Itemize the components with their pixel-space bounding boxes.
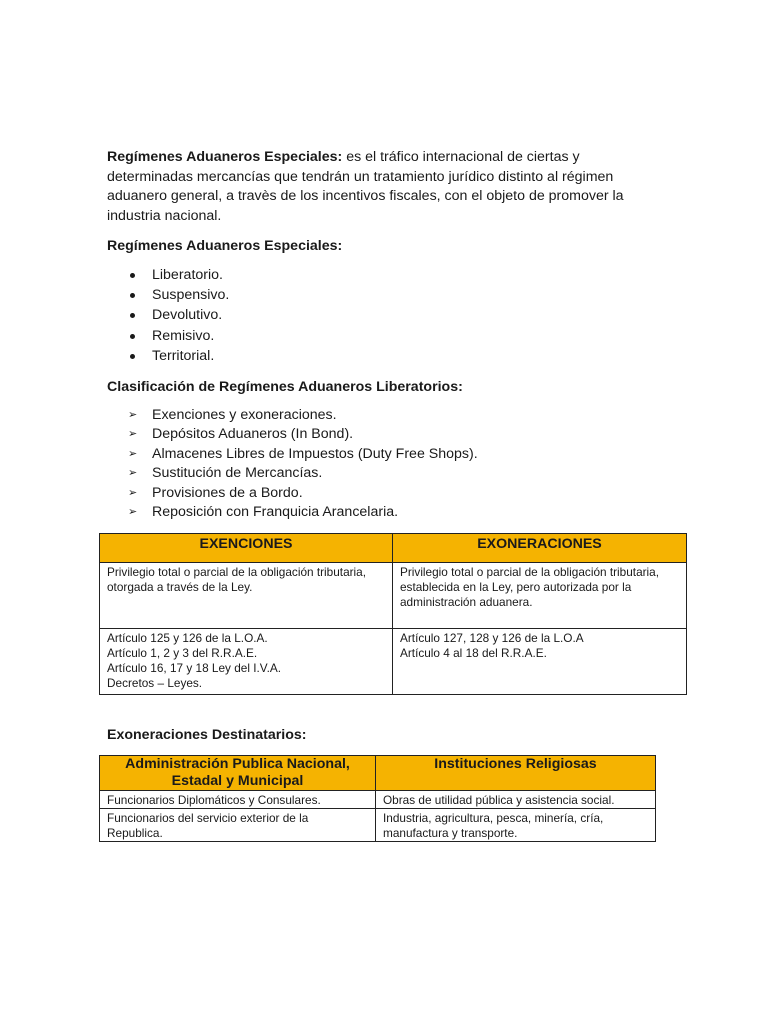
list-item <box>128 346 229 366</box>
header-text: Instituciones Religiosas <box>434 756 597 772</box>
cell-text: Artículo 127, 128 y 126 de la L.O.A <box>400 631 584 645</box>
list-item-text: Suspensivo. <box>152 287 230 304</box>
table-row <box>100 563 687 629</box>
arrow-bullet-icon: ➢ <box>128 447 138 460</box>
arrow-bullet-icon: ➢ <box>128 467 138 480</box>
destinatarios-table <box>99 755 656 842</box>
table-cell <box>393 629 687 695</box>
intro-paragraph <box>107 148 667 226</box>
list-item <box>128 406 478 425</box>
destinatarios-heading: Exoneraciones Destinatarios: <box>107 727 307 743</box>
cell-text: Artículo 16, 17 y 18 Ley del I.V.A. <box>107 661 282 675</box>
list-item <box>128 445 478 464</box>
cell-text: Obras de utilidad pública y asistencia social. <box>383 793 615 807</box>
list-item-text: Liberatorio. <box>152 267 223 283</box>
table-header-cell <box>100 756 376 791</box>
classification-heading: Clasificación de Regímenes Aduaneros Liberatorios: <box>107 379 463 395</box>
list-item-text: Sustitución de Mercancías. <box>152 465 323 482</box>
cell-text: Funcionarios Diplomáticos y Consulares. <box>107 793 321 807</box>
cell-text: establecida en la Ley, pero autorizada por la <box>400 580 632 594</box>
list-item <box>128 503 478 522</box>
table-header-row <box>100 534 687 563</box>
arrow-bullet-icon: ➢ <box>128 409 138 421</box>
table-header-cell <box>376 756 656 791</box>
list-item-text: Reposición con Franquicia Arancelaria. <box>152 503 399 520</box>
table-row <box>100 629 687 695</box>
table-cell <box>376 809 656 842</box>
arrow-bullet-icon: ➢ <box>128 505 138 518</box>
cell-text: Decretos – Leyes. <box>107 676 203 690</box>
list-item <box>128 305 229 325</box>
list-item-text: Depósitos Aduaneros (In Bond). <box>152 426 354 443</box>
intro-definition: es el tráfico internacional de ciertas y determinadas mercancías que tendrán un tratamiento jurídico distinto al régimen aduanero general, a travès de los incentivos fiscales, con el objeto de promover la industria nacional. <box>107 149 624 224</box>
table-cell <box>393 563 687 629</box>
classification-list <box>128 406 478 522</box>
table-cell <box>376 791 656 809</box>
cell-text: Privilegio total o parcial de la obligación tributaria, <box>400 565 660 579</box>
header-text: Estadal y Municipal <box>171 773 304 789</box>
regimes-list <box>128 265 229 366</box>
list-item-text: Devolutivo. <box>152 307 223 324</box>
table-cell <box>100 563 393 629</box>
table-header-cell: EXENCIONES <box>100 534 393 563</box>
list-item <box>128 326 229 346</box>
cell-text: administración aduanera. <box>400 595 533 609</box>
regimes-heading: Regímenes Aduaneros Especiales: <box>107 238 343 254</box>
table-cell <box>100 809 376 842</box>
list-item-text: Territorial. <box>152 347 215 364</box>
table-cell <box>100 791 376 809</box>
table-header-cell: EXONERACIONES <box>393 534 687 563</box>
cell-text: Funcionarios del servicio exterior de la <box>107 811 309 825</box>
list-item <box>128 464 478 483</box>
table-row <box>100 809 656 842</box>
cell-text: Republica. <box>107 826 163 840</box>
list-item-text: Remisivo. <box>152 327 215 344</box>
cell-text: manufactura y transporte. <box>383 826 518 840</box>
arrow-bullet-icon: ➢ <box>128 486 138 499</box>
list-item-text: Exenciones y exoneraciones. <box>152 407 337 423</box>
table-cell <box>100 629 393 695</box>
header-text: Administración Publica Nacional, <box>125 756 350 772</box>
cell-text: Artículo 1, 2 y 3 del R.R.A.E. <box>107 646 258 660</box>
cell-text: Artículo 125 y 126 de la L.O.A. <box>107 631 268 645</box>
cell-text: otorgada a través de la Ley. <box>107 580 253 594</box>
cell-text: Artículo 4 al 18 del R.R.A.E. <box>400 646 547 660</box>
cell-text: Industria, agricultura, pesca, minería, cría, <box>383 811 604 825</box>
arrow-bullet-icon: ➢ <box>128 428 138 441</box>
list-item <box>128 265 229 285</box>
exenciones-exoneraciones-table <box>99 533 687 695</box>
intro-term: Regímenes Aduaneros Especiales: <box>107 149 343 165</box>
table-row <box>100 791 656 809</box>
list-item <box>128 484 478 503</box>
list-item-text: Provisiones de a Bordo. <box>152 484 303 501</box>
list-item <box>128 425 478 444</box>
cell-text: Privilegio total o parcial de la obligación tributaria, <box>107 565 367 579</box>
list-item <box>128 285 229 305</box>
table-header-row <box>100 756 656 791</box>
list-item-text: Almacenes Libres de Impuestos (Duty Free Shops). <box>152 445 478 462</box>
